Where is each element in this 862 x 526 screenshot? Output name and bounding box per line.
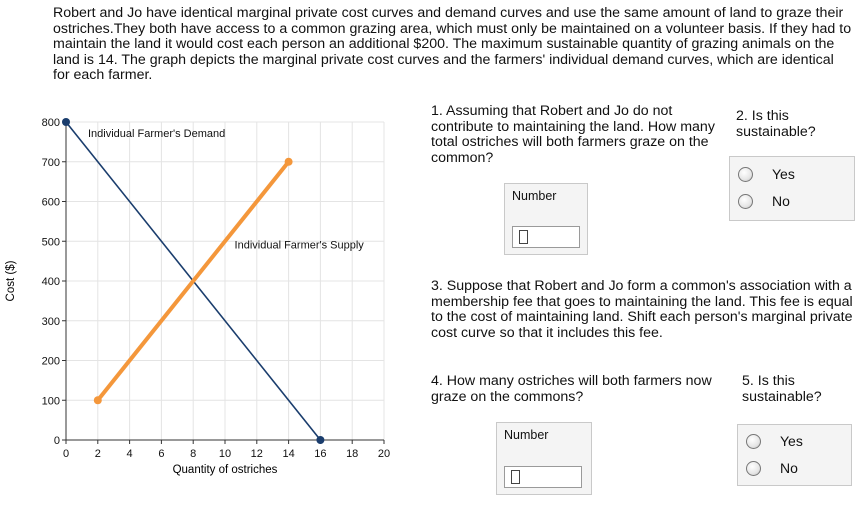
x-tick-label-5: 10: [218, 448, 232, 460]
x-tick-label-3: 6: [158, 448, 165, 460]
x-tick-label-7: 14: [282, 448, 295, 460]
radio-group-1: [729, 156, 855, 221]
supply-point-start: [94, 396, 102, 404]
question-5: 5. Is this sustainable?: [742, 373, 822, 405]
chart-axes: [62, 120, 384, 444]
number-label-2: Number: [504, 428, 549, 442]
y-tick-label-8: 800: [41, 117, 60, 129]
supply-label: Individual Farmer's Supply: [234, 239, 364, 252]
y-tick-label-2: 200: [41, 355, 60, 368]
y-tick-label-0: 0: [53, 435, 60, 447]
chart-grid: [66, 122, 384, 440]
radio-group-2: [737, 424, 852, 486]
y-tick-label-7: 700: [41, 156, 60, 169]
radio-label-no-1: No: [772, 193, 790, 209]
y-tick-label-1: 100: [41, 395, 60, 408]
supply-demand-chart: [0, 112, 400, 482]
radio-button[interactable]: [738, 194, 753, 209]
demand-point-end: [316, 436, 324, 444]
radio-button[interactable]: [738, 167, 753, 182]
radio-button[interactable]: [746, 434, 761, 449]
x-tick-label-6: 12: [250, 448, 263, 460]
number-input-2[interactable]: [504, 466, 582, 488]
question-1: 1. Assuming that Robert and Jo do not contribute to maintaining the land. How many total ostriches will both farmers graze on the common?: [431, 103, 715, 166]
demand-label: Individual Farmer's Demand: [88, 128, 226, 140]
question-3: 3. Suppose that Robert and Jo form a common's association with a membership fee that goes to maintaining the land. This fee is equal to the cost of maintaining land. Shift each person's marginal private cost curve so that it includes this fee.: [431, 278, 853, 341]
intro-text: Robert and Jo have identical marginal private cost curves and demand curves and use the same amount of land to graze their ostriches.They both have access to a common grazing area, which must only be maintained on a volunteer basis. If they had to maintain the land it would cost each person an additional $200. The maximum sustainable quantity of grazing animals on the land is 14. The graph depicts the marginal private cost curves and the farmers' individual demand curves, which are identical for each farmer.: [53, 5, 852, 84]
x-tick-label-9: 18: [346, 448, 359, 460]
x-tick-label-2: 4: [126, 448, 133, 460]
question-2: 2. Is this sustainable?: [736, 108, 816, 140]
demand-point-start: [62, 118, 70, 126]
radio-option-yes-1[interactable]: [738, 166, 795, 182]
number-box-2: [496, 422, 592, 495]
supply-point-end: [285, 158, 293, 166]
x-tick-label-10: 20: [377, 448, 391, 460]
x-tick-labels: [63, 448, 390, 460]
x-tick-label-0: 0: [62, 448, 70, 460]
radio-option-yes-2[interactable]: [746, 433, 803, 449]
question-4: 4. How many ostriches will both farmers now graze on the commons?: [431, 373, 712, 405]
y-tick-labels: [42, 117, 60, 447]
x-tick-label-8: 16: [314, 448, 327, 460]
y-tick-label-6: 600: [41, 196, 60, 209]
x-tick-label-4: 8: [190, 448, 197, 460]
number-label-1: Number: [512, 189, 557, 203]
y-tick-label-5: 500: [41, 236, 60, 249]
radio-option-no-2[interactable]: [746, 460, 798, 476]
y-tick-label-3: 300: [41, 315, 60, 328]
radio-label-yes-2: Yes: [780, 433, 803, 449]
number-box-1: [504, 183, 588, 255]
radio-button[interactable]: [746, 461, 761, 476]
number-input-1[interactable]: [512, 226, 580, 248]
radio-label-no-2: No: [780, 460, 798, 476]
x-axis-label: Quantity of ostriches: [172, 464, 278, 476]
y-axis-label: Cost ($): [5, 260, 17, 302]
y-tick-label-4: 400: [41, 276, 60, 288]
text-cursor: [511, 470, 520, 484]
radio-option-no-1[interactable]: [738, 193, 790, 209]
text-cursor: [519, 230, 528, 244]
radio-label-yes-1: Yes: [772, 166, 795, 182]
x-tick-label-1: 2: [94, 448, 101, 460]
